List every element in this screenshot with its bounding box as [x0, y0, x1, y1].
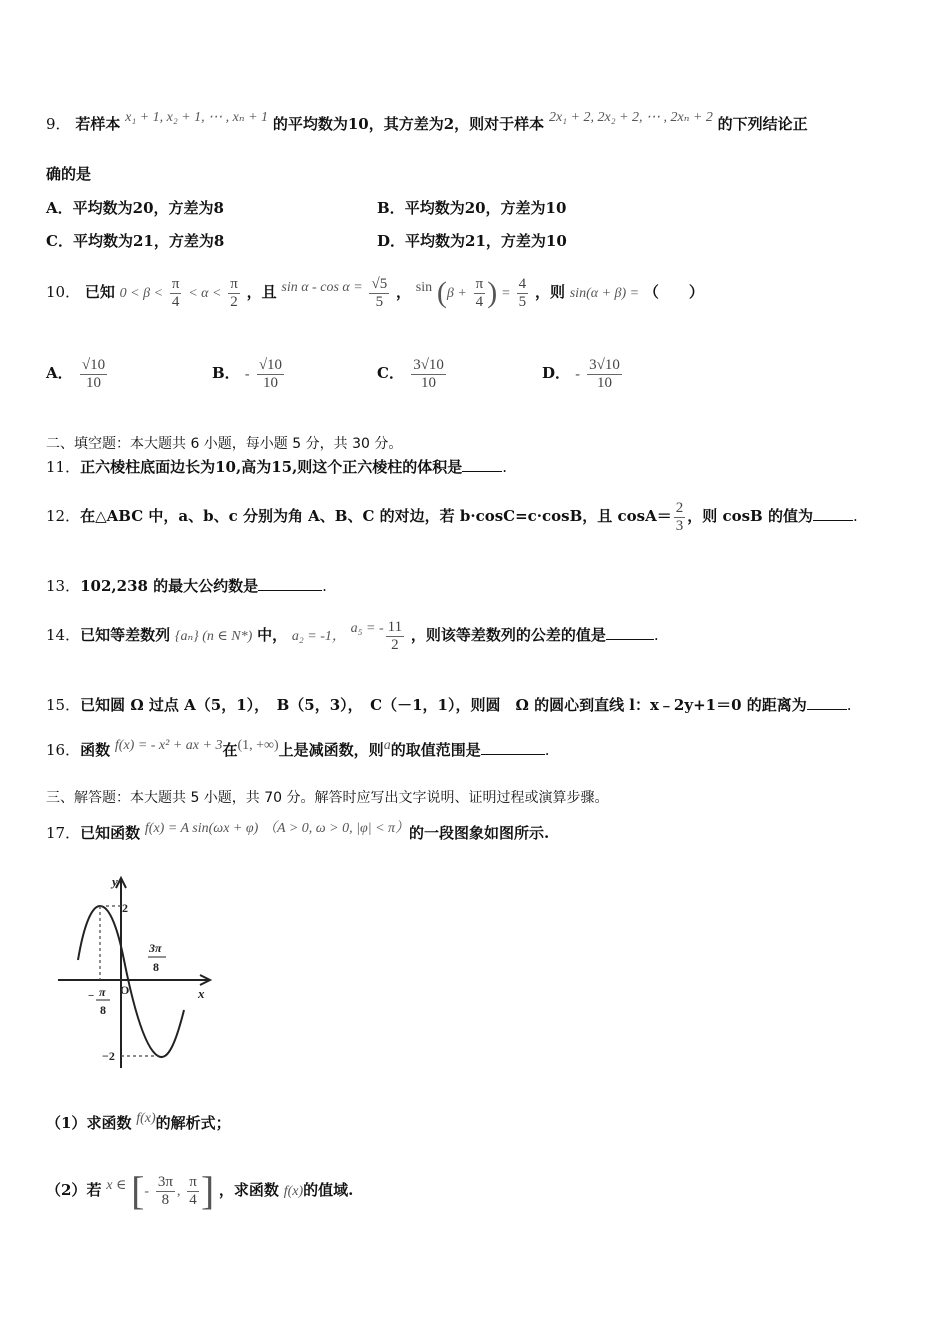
q17: 17．已知函数 f(x) = A sin(ωx + φ) （A > 0, ω > 0, |φ| < π）的一段图象如图所示. — [46, 821, 550, 842]
q16-answer-blank[interactable] — [481, 740, 545, 755]
q12-answer-blank[interactable] — [813, 506, 853, 521]
xpos-num: 3π — [149, 941, 162, 955]
q9-line1: 9． 若样本 x₁ + 1, x₂ + 1, ⋯ , xₙ + 1 的平均数为10，其方差为2，则对于样本 2x₁ + 2, 2x₂ + 2, ⋯ , 2xₙ + 2 的下列结论正 — [46, 110, 808, 133]
ymax-label: 2 — [122, 901, 128, 915]
origin-label: O — [120, 983, 130, 997]
q17-part1: （1）求函数 f(x)的解析式； — [46, 1111, 231, 1132]
q11-answer-blank[interactable] — [462, 457, 502, 472]
q16: 16．函数 f(x) = - x² + ax + 3在(1, +∞)上是减函数，则a的取值范围是 . — [46, 738, 550, 759]
xneg-num: π — [99, 985, 106, 999]
section-2-heading: 二、填空题：本大题共 6 小题，每小题 5 分，共 30 分。 — [46, 436, 403, 452]
q9-sample2-expr: 2x₁ + 2, 2x₂ + 2, ⋯ , 2xₙ + 2 — [548, 110, 713, 125]
q14-answer-blank[interactable] — [606, 625, 654, 640]
xpos-den: 8 — [153, 960, 159, 974]
q9-option-a[interactable]: A．平均数为20，方差为8 — [46, 199, 224, 217]
q9-number: 9． — [46, 115, 71, 133]
q10-option-c[interactable]: C． $\frac{3√10}{10}$ — [377, 356, 444, 391]
sine-curve — [78, 906, 184, 1057]
sine-graph — [52, 872, 222, 1072]
q9-option-c[interactable]: C．平均数为21，方差为8 — [46, 232, 225, 250]
q10-line: 10． 已知 0 < β < $\frac{\pi}{4}$ < α < $\frac{\pi}{2}$ ，且 sin α - cos α = $\frac{√5}{5}$ ， sin (β + $\frac{\pi}{4}$ ) = $\frac{4}{5}$ ，则 sin(α + β) = （ ） — [46, 275, 704, 310]
q10-option-a[interactable]: A． $\frac{√10}{10}$ — [46, 356, 106, 391]
x-label: x — [198, 986, 205, 1001]
q10-option-d[interactable]: D． - $\frac{3√10}{10}$ — [542, 356, 620, 391]
q9-line2: 确的是 — [46, 165, 92, 183]
section-3-heading: 三、解答题：本大题共 5 小题，共 70 分。解答时应写出文字说明、证明过程或演算步骤。 — [46, 790, 609, 806]
q10-option-b[interactable]: B． - $\frac{√10}{10}$ — [212, 356, 283, 391]
q15: 15．已知圆 Ω 过点 A（5，1）， B（5，3）， C（－1，1），则圆 Ω 的圆心到直线 l：x﹣2y+1＝0 的距离为 . — [46, 696, 852, 714]
y-label: y — [112, 874, 118, 889]
q13: 13．102,238 的最大公约数是 . — [46, 577, 327, 595]
q14: 14．已知等差数列 {aₙ} (n ∈ N*) 中， a₂ = -1， a₅ = - $\frac{11}{2}$ ，则该等差数列的公差的值是 . — [46, 618, 659, 653]
q9-sample1-expr: x₁ + 1, x₂ + 1, ⋯ , xₙ + 1 — [125, 110, 269, 125]
q9-option-b[interactable]: B．平均数为20，方差为10 — [377, 199, 567, 217]
q11: 11．正六棱柱底面边长为10,高为15,则这个正六棱柱的体积是 . — [46, 458, 508, 476]
xneg-sign: − — [88, 990, 95, 1002]
xneg-den: 8 — [100, 1003, 106, 1017]
q17-part2: （2）若 x ∈ [- $\frac{3\pi}{8}$ , $\frac{\pi}{4}$ ] ，求函数 f(x)的值域. — [46, 1168, 354, 1213]
q15-answer-blank[interactable] — [807, 695, 847, 710]
q13-answer-blank[interactable] — [258, 576, 322, 591]
q9-option-d[interactable]: D．平均数为21，方差为10 — [377, 232, 567, 250]
ymin-label: −2 — [102, 1049, 115, 1063]
q12: 12．在△ABC 中，a、b、c 分别为角 A、B、C 的对边，若 b·cosC=c·cosB，且 cosA＝ $\frac{2}{3}$ ，则 cosB 的值为 . — [46, 499, 858, 534]
